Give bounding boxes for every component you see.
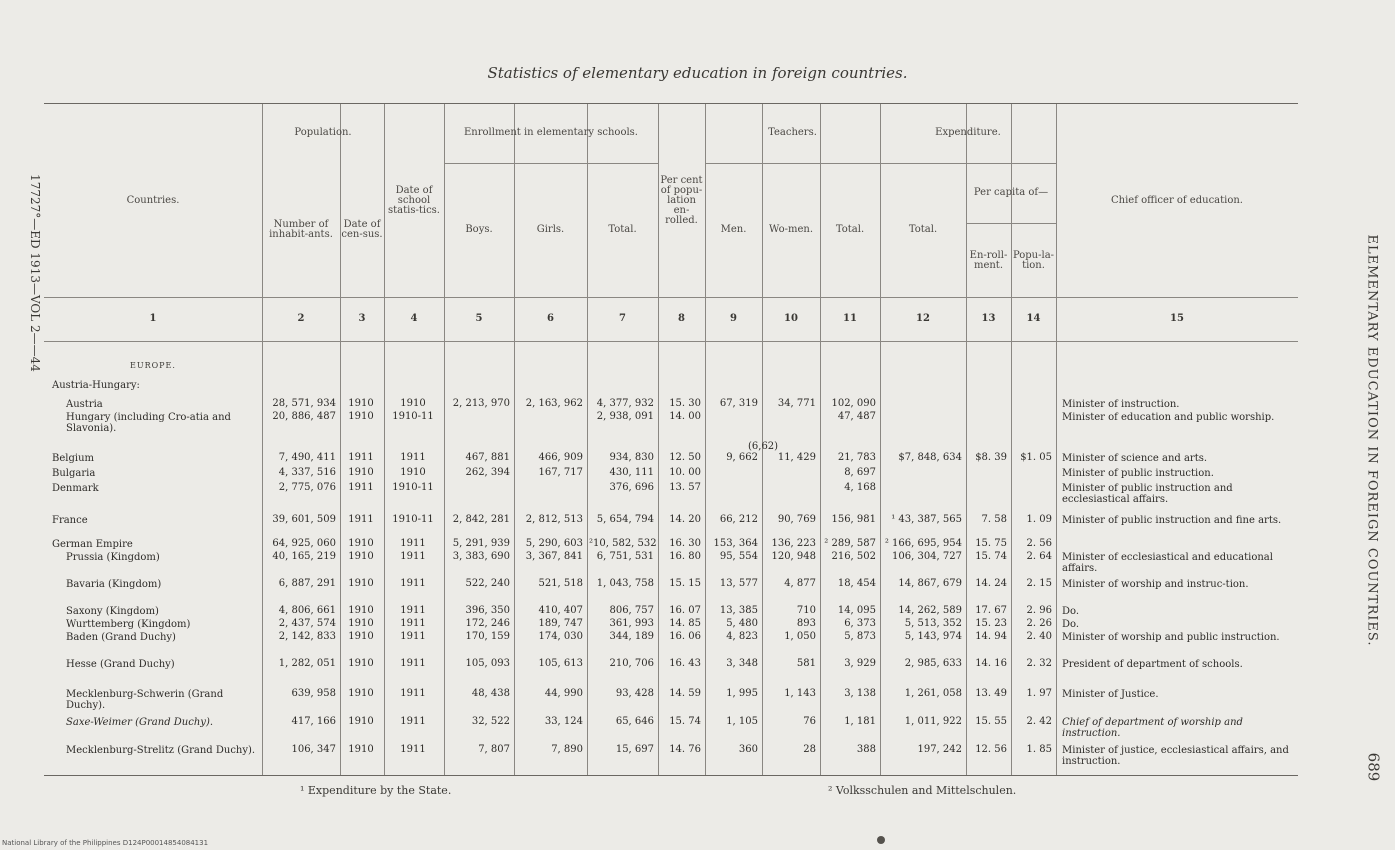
cell-teachers-total: 14, 095	[837, 605, 876, 616]
cell-school-date: 1911	[400, 744, 426, 755]
cell-per-pop: 2. 56	[1026, 538, 1052, 549]
cell-boys: 522, 240	[465, 578, 510, 589]
cell-census: 1910	[348, 467, 374, 478]
cell-census: 1910	[348, 578, 374, 589]
header-per-population: Popu-la-tion.	[1012, 250, 1055, 271]
left-margin-note: 17727°—ED 1913—VOL 2——44	[28, 174, 43, 372]
page-number: 689	[1364, 752, 1383, 782]
column-number: 2	[297, 313, 305, 324]
header-chief-officer: Chief officer of education.	[1111, 195, 1243, 206]
column-number: 15	[1170, 313, 1184, 324]
country-name: Baden (Grand Duchy)	[66, 632, 176, 643]
cell-census: 1910	[348, 538, 374, 549]
cell-teachers-total: 216, 502	[831, 551, 876, 562]
country-name: Hesse (Grand Duchy)	[66, 659, 175, 670]
cell-teachers-total: 156, 981	[831, 514, 876, 525]
cell-teachers-total: 6, 373	[844, 618, 876, 629]
column-number: 13	[981, 313, 996, 324]
cell-per-enroll: 13. 49	[975, 688, 1007, 699]
cell-total: ²10, 582, 532	[589, 538, 657, 549]
cell-percent: 14. 59	[669, 688, 701, 699]
cell-girls: 2, 812, 513	[525, 514, 583, 525]
printer-mark	[877, 836, 885, 844]
library-credit: National Library of the Philippines D124P00014854084131	[2, 839, 209, 847]
cell-school-date: 1911	[400, 452, 426, 463]
cell-percent: 16. 06	[669, 631, 701, 642]
belgium-note: (6,62)	[748, 441, 779, 452]
header-expenditure: Expenditure.	[935, 127, 1001, 138]
cell-percent: 16. 07	[669, 605, 701, 616]
chief-officer: Chief of department of worship and instruction.	[1062, 717, 1243, 739]
cell-teachers-total: 47, 487	[837, 411, 876, 422]
column-number: 9	[730, 313, 737, 324]
section-label-europe: EUROPE.	[130, 361, 176, 370]
column-number: 8	[678, 313, 685, 324]
cell-expenditure: $7, 848, 634	[898, 452, 962, 463]
cell-boys: 105, 093	[465, 658, 510, 669]
cell-per-pop: 2. 96	[1026, 605, 1052, 616]
cell-percent: 14. 20	[669, 514, 701, 525]
chief-officer: Minister of worship and instruc-tion.	[1062, 579, 1249, 590]
country-name: Belgium	[52, 453, 94, 464]
cell-total: 4, 377, 932	[596, 398, 654, 409]
cell-per-enroll: 14. 24	[975, 578, 1007, 589]
chief-officer: Minister of public instruction and ecclesiastical affairs.	[1062, 483, 1233, 505]
row-rule	[44, 297, 1298, 298]
cell-girls: 174, 030	[538, 631, 583, 642]
cell-teachers-total: 3, 929	[844, 658, 876, 669]
cell-per-enroll: $8. 39	[975, 452, 1007, 463]
cell-women: 581	[796, 658, 816, 669]
country-name: Bavaria (Kingdom)	[66, 579, 162, 590]
row-rule	[44, 341, 1298, 342]
cell-per-pop: 2. 64	[1026, 551, 1052, 562]
cell-boys: 2, 842, 281	[452, 514, 510, 525]
country-name: Austria	[66, 399, 103, 410]
cell-percent: 16. 80	[669, 551, 701, 562]
cell-boys: 396, 350	[465, 605, 510, 616]
cell-total: 934, 830	[609, 452, 654, 463]
header-men: Men.	[720, 224, 747, 235]
chief-officer: Do.	[1062, 619, 1080, 630]
chief-officer: Minister of science and arts.	[1062, 453, 1208, 464]
header-census: Date of cen-sus.	[341, 219, 383, 240]
column-number: 4	[410, 313, 418, 324]
cell-girls: 33, 124	[544, 716, 583, 727]
cell-population: 639, 958	[291, 688, 336, 699]
cell-census: 1910	[348, 658, 374, 669]
country-name: Bulgaria	[52, 468, 96, 479]
cell-boys: 172, 246	[465, 618, 510, 629]
cell-total: 430, 111	[609, 467, 654, 478]
chief-officer: President of department of schools.	[1062, 659, 1243, 670]
footnote-1: ¹ Expenditure by the State.	[300, 784, 452, 797]
cell-teachers-total: ² 289, 587	[824, 538, 876, 549]
cell-women: 76	[803, 716, 816, 727]
country-name: Mecklenburg-Schwerin (Grand Duchy).	[66, 689, 224, 711]
chief-officer: Minister of education and public worship.	[1062, 412, 1275, 423]
cell-percent: 16. 43	[669, 658, 701, 669]
cell-expenditure: 14, 262, 589	[898, 605, 962, 616]
cell-census: 1910	[348, 551, 374, 562]
cell-women: 136, 223	[771, 538, 816, 549]
cell-women: 1, 050	[784, 631, 816, 642]
cell-population: 28, 571, 934	[272, 398, 336, 409]
cell-census: 1910	[348, 411, 374, 422]
cell-women: 1, 143	[784, 688, 816, 699]
cell-girls: 189, 747	[538, 618, 583, 629]
cell-teachers-total: 8, 697	[844, 467, 876, 478]
cell-girls: 5, 290, 603	[525, 538, 583, 549]
cell-boys: 48, 438	[471, 688, 510, 699]
cell-men: 153, 364	[713, 538, 758, 549]
cell-men: 4, 823	[726, 631, 758, 642]
cell-expenditure: ¹ 43, 387, 565	[891, 514, 962, 525]
country-name: France	[52, 515, 88, 526]
cell-total: 344, 189	[609, 631, 654, 642]
cell-girls: 3, 367, 841	[525, 551, 583, 562]
cell-per-pop: 1. 09	[1026, 514, 1052, 525]
chief-officer: Do.	[1062, 606, 1080, 617]
cell-school-date: 1911	[400, 631, 426, 642]
cell-total: 806, 757	[609, 605, 654, 616]
cell-girls: 466, 909	[538, 452, 583, 463]
header-percent: Per cent of popu-lation en-rolled.	[660, 175, 703, 226]
column-number: 3	[358, 313, 366, 324]
cell-percent: 15. 30	[669, 398, 701, 409]
column-number: 7	[619, 313, 626, 324]
country-name: Mecklenburg-Strelitz (Grand Duchy).	[66, 745, 256, 756]
header-inhabitants: Number of inhabit-ants.	[269, 219, 333, 240]
cell-expenditure: 14, 867, 679	[898, 578, 962, 589]
cell-girls: 410, 407	[538, 605, 583, 616]
country-name: Prussia (Kingdom)	[66, 552, 160, 563]
cell-women: 120, 948	[771, 551, 816, 562]
cell-per-pop: $1. 05	[1020, 452, 1052, 463]
cell-per-pop: 2. 40	[1026, 631, 1052, 642]
cell-per-enroll: 15. 75	[975, 538, 1007, 549]
header-enroll-total: Total.	[608, 224, 637, 235]
cell-teachers-total: 3, 138	[844, 688, 876, 699]
header-countries: Countries.	[126, 195, 180, 206]
country-name: Saxony (Kingdom)	[66, 606, 159, 617]
country-name: Saxe-Weimer (Grand Duchy).	[66, 717, 214, 728]
cell-total: 65, 646	[615, 716, 654, 727]
cell-percent: 10. 00	[669, 467, 701, 478]
header-teachers-total: Total.	[835, 224, 865, 235]
cell-expenditure: 106, 304, 727	[892, 551, 962, 562]
cell-boys: 7, 807	[478, 744, 510, 755]
cell-girls: 44, 990	[544, 688, 583, 699]
column-number: 12	[916, 313, 930, 324]
column-number: 10	[784, 313, 798, 324]
cell-school-date: 1911	[400, 618, 426, 629]
cell-total: 5, 654, 794	[596, 514, 654, 525]
cell-percent: 15. 74	[669, 716, 701, 727]
cell-men: 13, 577	[719, 578, 758, 589]
cell-teachers-total: 21, 783	[837, 452, 876, 463]
chief-officer: Minister of worship and public instruction.	[1062, 632, 1280, 643]
cell-expenditure: 1, 261, 058	[904, 688, 962, 699]
cell-per-pop: 1. 85	[1026, 744, 1052, 755]
cell-total: 361, 993	[609, 618, 654, 629]
statistics-table	[44, 103, 1298, 776]
cell-expenditure: 5, 513, 352	[904, 618, 962, 629]
cell-teachers-total: 102, 090	[831, 398, 876, 409]
cell-census: 1911	[348, 514, 374, 525]
cell-school-date: 1910-11	[392, 411, 434, 422]
cell-census: 1910	[348, 605, 374, 616]
chief-officer: Minister of public instruction and fine arts.	[1062, 515, 1282, 526]
cell-expenditure: 5, 143, 974	[904, 631, 962, 642]
cell-teachers-total: 388	[856, 744, 876, 755]
cell-total: 15, 697	[615, 744, 654, 755]
header-per-capita: Per capita of—	[973, 187, 1049, 198]
cell-total: 210, 706	[609, 658, 654, 669]
header-enrollment: Enrollment in elementary schools.	[464, 127, 638, 138]
cell-population: 2, 775, 076	[278, 482, 336, 493]
cell-per-pop: 2. 15	[1026, 578, 1052, 589]
cell-teachers-total: 5, 873	[844, 631, 876, 642]
cell-school-date: 1911	[400, 688, 426, 699]
header-per-enrollment: En-roll-ment.	[969, 250, 1008, 271]
header-women: Wo-men.	[768, 224, 814, 235]
cell-men: 66, 212	[719, 514, 758, 525]
cell-total: 2, 938, 091	[596, 411, 654, 422]
page-title: Statistics of elementary education in foreign countries.	[487, 64, 908, 82]
cell-boys: 3, 383, 690	[452, 551, 510, 562]
column-number: 14	[1026, 313, 1041, 324]
cell-expenditure: 197, 242	[917, 744, 962, 755]
chief-officer: Minister of instruction.	[1062, 399, 1180, 410]
cell-per-enroll: 15. 74	[975, 551, 1007, 562]
cell-boys: 170, 159	[465, 631, 510, 642]
cell-men: 9, 662	[726, 452, 758, 463]
cell-teachers-total: 4, 168	[844, 482, 876, 493]
cell-per-enroll: 15. 55	[975, 716, 1007, 727]
cell-total: 376, 696	[609, 482, 654, 493]
cell-population: 7, 490, 411	[278, 452, 336, 463]
cell-school-date: 1910	[400, 467, 426, 478]
cell-boys: 32, 522	[471, 716, 510, 727]
cell-percent: 14. 85	[669, 618, 701, 629]
header-boys: Boys.	[465, 224, 493, 235]
cell-population: 4, 337, 516	[278, 467, 336, 478]
header-teachers: Teachers.	[768, 127, 817, 138]
cell-boys: 262, 394	[465, 467, 510, 478]
cell-population: 6, 887, 291	[278, 578, 336, 589]
cell-school-date: 1910-11	[392, 482, 434, 493]
cell-expenditure: ² 166, 695, 954	[884, 538, 962, 549]
cell-per-enroll: 17. 67	[975, 605, 1007, 616]
cell-girls: 521, 518	[538, 578, 583, 589]
cell-boys: 2, 213, 970	[452, 398, 510, 409]
cell-men: 5, 480	[726, 618, 758, 629]
cell-school-date: 1911	[400, 658, 426, 669]
row-rule	[966, 223, 1056, 224]
cell-men: 67, 319	[719, 398, 758, 409]
cell-total: 1, 043, 758	[596, 578, 654, 589]
country-name: Austria-Hungary:	[52, 380, 140, 391]
cell-women: 893	[796, 618, 816, 629]
cell-per-enroll: 12. 56	[975, 744, 1007, 755]
cell-population: 2, 437, 574	[278, 618, 336, 629]
cell-girls: 2, 163, 962	[525, 398, 583, 409]
cell-teachers-total: 1, 181	[844, 716, 876, 727]
cell-total: 93, 428	[615, 688, 654, 699]
header-school-date: Date of school statis-tics.	[388, 185, 440, 216]
cell-per-enroll: 15. 23	[975, 618, 1007, 629]
cell-school-date: 1911	[400, 716, 426, 727]
country-name: German Empire	[52, 539, 133, 550]
cell-per-enroll: 14. 94	[975, 631, 1007, 642]
cell-school-date: 1910	[400, 398, 426, 409]
column-number: 5	[475, 313, 483, 324]
chief-officer: Minister of Justice.	[1062, 689, 1159, 700]
country-name: Denmark	[52, 483, 99, 494]
cell-expenditure: 1, 011, 922	[904, 716, 962, 727]
cell-school-date: 1911	[400, 551, 426, 562]
cell-census: 1910	[348, 716, 374, 727]
cell-girls: 105, 613	[538, 658, 583, 669]
country-name: Hungary (including Cro-atia and Slavonia).	[66, 412, 231, 434]
cell-percent: 13. 57	[669, 482, 701, 493]
header-exp-total: Total.	[908, 224, 938, 235]
cell-per-pop: 2. 26	[1026, 618, 1052, 629]
cell-total: 6, 751, 531	[596, 551, 654, 562]
footnote-2: ² Volksschulen and Mittelschulen.	[828, 784, 1017, 797]
header-population: Population.	[294, 127, 352, 138]
cell-school-date: 1911	[400, 605, 426, 616]
cell-men: 95, 554	[719, 551, 758, 562]
cell-women: 710	[796, 605, 816, 616]
cell-women: 90, 769	[777, 514, 816, 525]
header-girls: Girls.	[536, 224, 565, 235]
cell-school-date: 1911	[400, 578, 426, 589]
column-number: 1	[149, 313, 157, 324]
cell-percent: 15. 15	[669, 578, 701, 589]
cell-women: 34, 771	[777, 398, 816, 409]
cell-expenditure: 2, 985, 633	[904, 658, 962, 669]
cell-percent: 14. 76	[669, 744, 701, 755]
cell-census: 1910	[348, 631, 374, 642]
cell-population: 106, 347	[291, 744, 336, 755]
cell-boys: 467, 881	[465, 452, 510, 463]
chief-officer: Minister of ecclesiastical and educational affairs.	[1062, 552, 1273, 574]
cell-census: 1910	[348, 688, 374, 699]
cell-men: 1, 995	[726, 688, 758, 699]
cell-men: 13, 385	[719, 605, 758, 616]
cell-census: 1911	[348, 452, 374, 463]
cell-population: 4, 806, 661	[278, 605, 336, 616]
column-number: 6	[547, 313, 554, 324]
cell-population: 1, 282, 051	[278, 658, 336, 669]
cell-per-pop: 2. 42	[1026, 716, 1052, 727]
running-head: ELEMENTARY EDUCATION IN FOREIGN COUNTRIES.	[1364, 234, 1380, 646]
chief-officer: Minister of justice, ecclesiastical affairs, and instruction.	[1062, 745, 1289, 767]
cell-population: 20, 886, 487	[272, 411, 336, 422]
cell-women: 4, 877	[784, 578, 816, 589]
chief-officer: Minister of public instruction.	[1062, 468, 1214, 479]
cell-percent: 12. 50	[669, 452, 701, 463]
cell-per-pop: 2. 32	[1026, 658, 1052, 669]
cell-school-date: 1910-11	[392, 514, 434, 525]
cell-population: 64, 925, 060	[272, 538, 336, 549]
cell-girls: 7, 890	[551, 744, 583, 755]
cell-school-date: 1911	[400, 538, 426, 549]
cell-per-pop: 1. 97	[1026, 688, 1052, 699]
cell-percent: 16. 30	[669, 538, 701, 549]
cell-census: 1910	[348, 618, 374, 629]
cell-population: 40, 165, 219	[272, 551, 336, 562]
cell-women: 28	[803, 744, 816, 755]
column-number: 11	[843, 313, 857, 324]
cell-girls: 167, 717	[538, 467, 583, 478]
cell-teachers-total: 18, 454	[837, 578, 876, 589]
cell-census: 1911	[348, 482, 374, 493]
cell-population: 417, 166	[291, 716, 336, 727]
cell-population: 2, 142, 833	[278, 631, 336, 642]
cell-women: 11, 429	[777, 452, 816, 463]
cell-per-enroll: 7. 58	[981, 514, 1007, 525]
cell-census: 1910	[348, 744, 374, 755]
cell-per-enroll: 14. 16	[975, 658, 1007, 669]
cell-men: 1, 105	[726, 716, 758, 727]
cell-men: 360	[738, 744, 758, 755]
cell-percent: 14. 00	[669, 411, 701, 422]
country-name: Wurttemberg (Kingdom)	[66, 619, 191, 630]
cell-census: 1910	[348, 398, 374, 409]
cell-boys: 5, 291, 939	[452, 538, 510, 549]
cell-men: 3, 348	[726, 658, 758, 669]
cell-population: 39, 601, 509	[272, 514, 336, 525]
